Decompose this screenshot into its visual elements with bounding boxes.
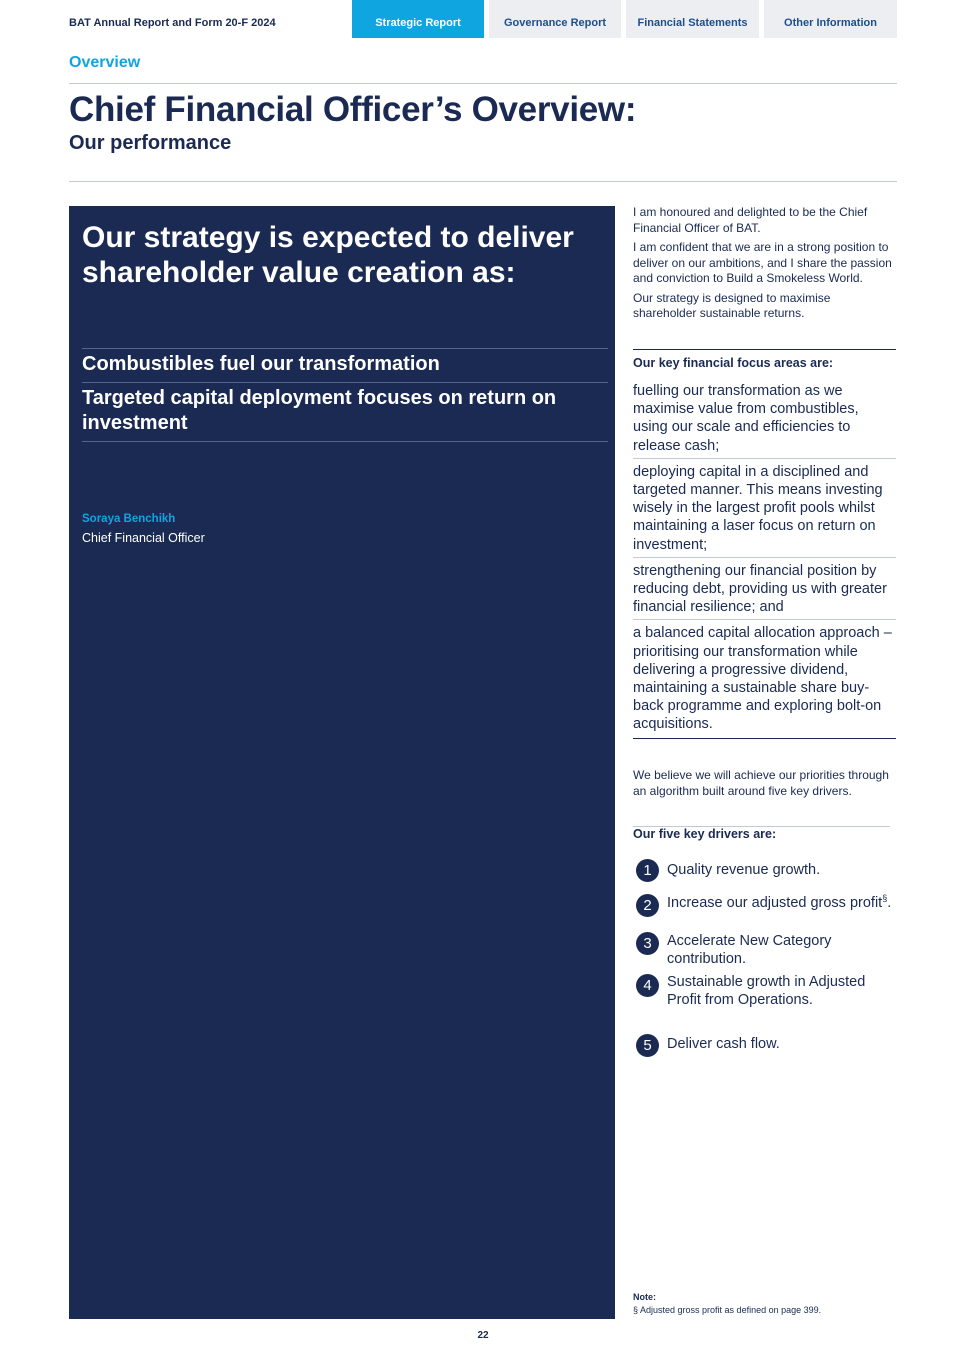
drivers-intro: We believe we will achieve our priorities through an algorithm built around five key drivers. <box>633 768 889 798</box>
driver-text: Quality revenue growth. <box>667 862 821 878</box>
footnote-marker: § <box>882 893 888 903</box>
intro-paragraph: I am honoured and delighted to be the Chief Financial Officer of BAT. <box>633 205 868 235</box>
top-navigation <box>0 0 966 38</box>
driver-text <box>667 889 895 912</box>
tab-other-information[interactable]: Other Information <box>764 0 897 38</box>
focus-areas-list <box>633 380 896 739</box>
driver-number-badge: 1 <box>636 859 659 882</box>
note-text: § Adjusted gross profit as defined on page 399. <box>633 1305 822 1315</box>
driver-text: Sustainable growth in Adjusted Profit from Operations. <box>667 974 866 1009</box>
tab-strategic-report[interactable]: Strategic Report <box>352 0 484 38</box>
focus-areas-heading: Our key financial focus areas are: <box>633 356 834 370</box>
intro-paragraph: Our strategy is designed to maximise shareholder sustainable returns. <box>633 290 831 320</box>
driver-text: Deliver cash flow. <box>667 1036 780 1052</box>
driver-text: Accelerate New Category contribution. <box>667 933 832 968</box>
driver-number-badge: 4 <box>636 974 659 997</box>
focus-item: a balanced capital allocation approach – prioritising our transformation while delivering a progressive dividend, maintaining a sustainable share buy-back programme and exploring bolt-on acquisitions. <box>633 620 896 738</box>
cfo-role: Chief Financial Officer <box>82 531 205 545</box>
focus-item: fuelling our transformation as we maximise value from combustibles, using our scale and efficiencies to release cash; <box>633 380 896 459</box>
driver-number-badge: 5 <box>636 1034 659 1057</box>
intro-text <box>633 205 896 326</box>
strategy-item: Combustibles fuel our transformation <box>82 348 608 382</box>
tab-financial-statements[interactable]: Financial Statements <box>626 0 759 38</box>
cfo-name: Soraya Benchikh <box>82 513 176 525</box>
panel-heading: Our strategy is expected to deliver shareholder value creation as: <box>82 221 574 289</box>
driver-number-badge: 2 <box>636 894 659 917</box>
page-number: 22 <box>477 1330 489 1341</box>
strategy-item: Targeted capital deployment focuses on return on investment <box>82 382 608 442</box>
driver-text-main: Increase our adjusted gross profit <box>667 894 883 911</box>
note-label: Note: <box>633 1292 656 1302</box>
section-label: Overview <box>69 54 141 71</box>
strategy-panel <box>69 206 615 1319</box>
report-title: BAT Annual Report and Form 20-F 2024 <box>69 17 276 29</box>
driver-text-end: . <box>887 894 892 911</box>
drivers-heading: Our five key drivers are: <box>633 827 777 841</box>
divider <box>69 181 897 182</box>
drivers-header <box>633 826 890 841</box>
driver-number-badge: 3 <box>636 932 659 955</box>
page-subtitle: Our performance <box>69 132 232 154</box>
focus-areas-header <box>633 349 896 370</box>
divider <box>633 349 896 350</box>
focus-item: strengthening our financial position by reducing debt, providing us with greater financial resilience; and <box>633 558 896 621</box>
intro-paragraph: I am confident that we are in a strong position to deliver on our ambitions, and I share the passion and conviction to Build a Smokeless World. <box>633 240 892 285</box>
strategy-list <box>82 348 608 442</box>
divider <box>69 83 897 84</box>
page-title: Chief Financial Officer’s Overview: <box>69 90 637 129</box>
focus-item: deploying capital in a disciplined and targeted manner. This means investing wisely in the largest profit pools whilst maintaining a laser focus on return on investment; <box>633 459 896 558</box>
tab-governance-report[interactable]: Governance Report <box>489 0 621 38</box>
